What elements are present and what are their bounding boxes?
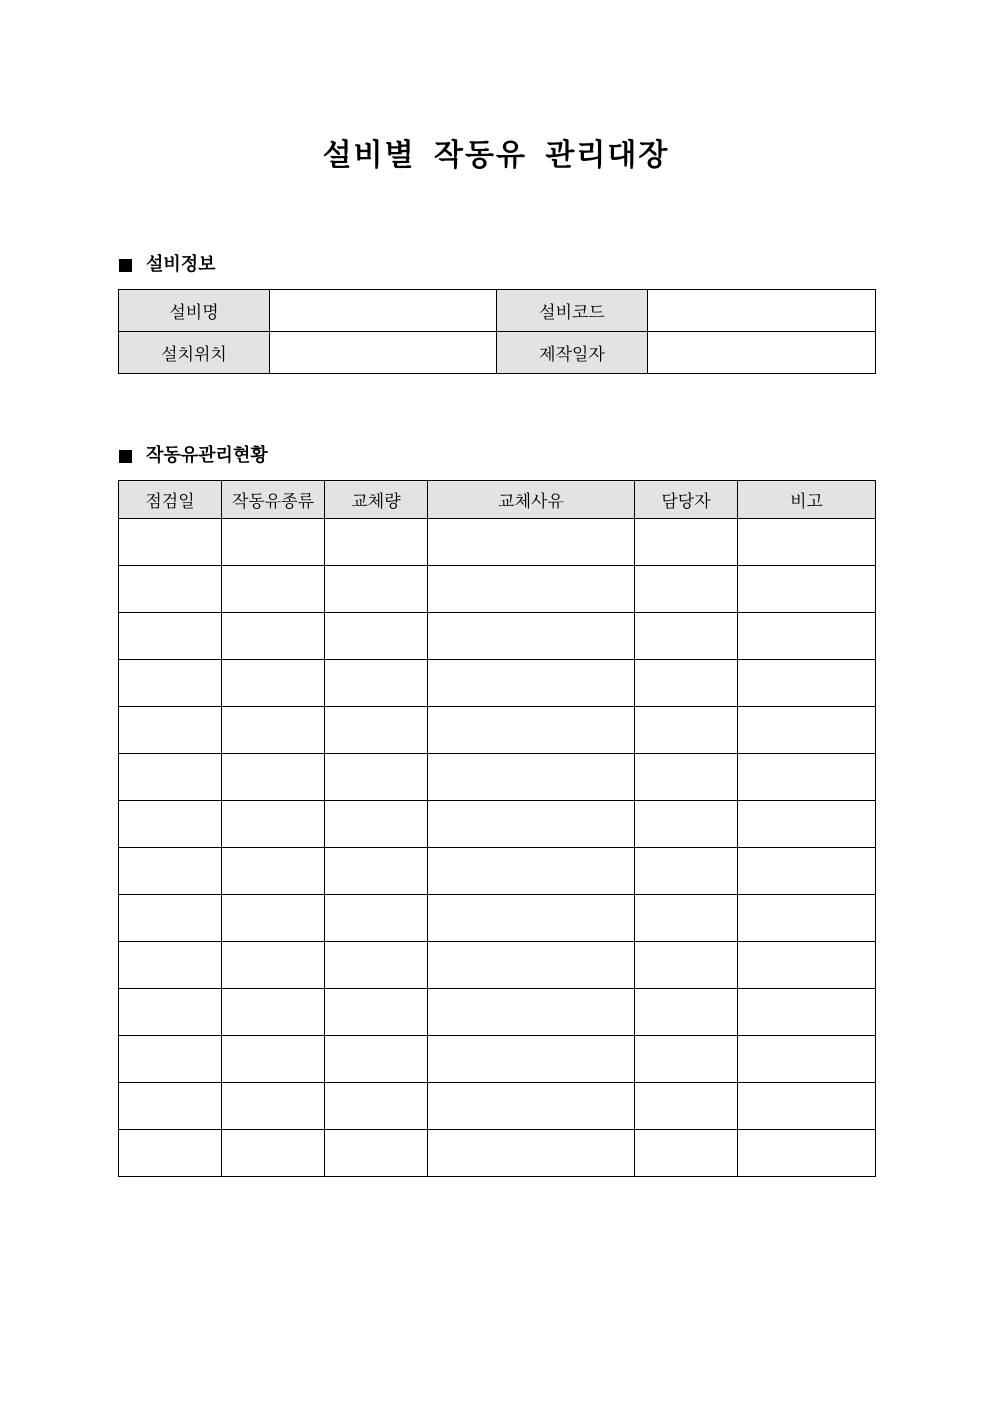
remarks-cell[interactable]: [738, 1130, 876, 1177]
table-row: [119, 1130, 876, 1177]
remarks-cell[interactable]: [738, 754, 876, 801]
remarks-cell[interactable]: [738, 848, 876, 895]
column-header-replacement-amount: 교체량: [325, 481, 428, 519]
section-heading-label: 작동유관리현황: [146, 445, 268, 466]
oil-type-cell[interactable]: [222, 1130, 325, 1177]
oil-type-cell[interactable]: [222, 1083, 325, 1130]
inspection-date-cell[interactable]: [119, 660, 222, 707]
remarks-cell[interactable]: [738, 660, 876, 707]
inspection-date-cell[interactable]: [119, 1036, 222, 1083]
replacement-amount-cell[interactable]: [325, 1083, 428, 1130]
oil-type-cell[interactable]: [222, 801, 325, 848]
remarks-cell[interactable]: [738, 519, 876, 566]
replacement-amount-cell[interactable]: [325, 519, 428, 566]
page-title: 설비별 작동유 관리대장: [322, 138, 670, 173]
replacement-amount-cell[interactable]: [325, 989, 428, 1036]
replacement-reason-cell[interactable]: [428, 519, 635, 566]
person-in-charge-cell[interactable]: [635, 1130, 738, 1177]
person-in-charge-cell[interactable]: [635, 801, 738, 848]
table-row: [119, 613, 876, 660]
replacement-amount-cell[interactable]: [325, 707, 428, 754]
equipment-info-table: [118, 289, 876, 374]
section-heading-equipment-info: [119, 253, 216, 277]
remarks-cell[interactable]: [738, 613, 876, 660]
manufacture-date-label: 제작일자: [497, 332, 648, 374]
inspection-date-cell[interactable]: [119, 942, 222, 989]
section-heading-oil-management: [119, 444, 268, 468]
oil-type-cell[interactable]: [222, 895, 325, 942]
remarks-cell[interactable]: [738, 895, 876, 942]
inspection-date-cell[interactable]: [119, 519, 222, 566]
replacement-amount-cell[interactable]: [325, 895, 428, 942]
person-in-charge-cell[interactable]: [635, 566, 738, 613]
oil-type-cell[interactable]: [222, 848, 325, 895]
person-in-charge-cell[interactable]: [635, 519, 738, 566]
oil-type-cell[interactable]: [222, 989, 325, 1036]
replacement-amount-cell[interactable]: [325, 1130, 428, 1177]
oil-type-cell[interactable]: [222, 519, 325, 566]
replacement-amount-cell[interactable]: [325, 613, 428, 660]
equipment-name-label: 설비명: [119, 290, 270, 332]
inspection-date-cell[interactable]: [119, 707, 222, 754]
inspection-date-cell[interactable]: [119, 1130, 222, 1177]
inspection-date-cell[interactable]: [119, 989, 222, 1036]
column-header-inspection-date: 점검일: [119, 481, 222, 519]
replacement-amount-cell[interactable]: [325, 1036, 428, 1083]
replacement-amount-cell[interactable]: [325, 660, 428, 707]
table-header-row: [119, 481, 876, 519]
table-row: [119, 848, 876, 895]
inspection-date-cell[interactable]: [119, 754, 222, 801]
oil-type-cell[interactable]: [222, 660, 325, 707]
replacement-reason-cell[interactable]: [428, 566, 635, 613]
table-row: [119, 566, 876, 613]
table-row: [119, 1083, 876, 1130]
inspection-date-cell[interactable]: [119, 566, 222, 613]
person-in-charge-cell[interactable]: [635, 613, 738, 660]
oil-table-body: [119, 519, 876, 1177]
person-in-charge-cell[interactable]: [635, 707, 738, 754]
replacement-reason-cell[interactable]: [428, 1036, 635, 1083]
person-in-charge-cell[interactable]: [635, 989, 738, 1036]
table-row: [119, 332, 876, 374]
table-row: [119, 989, 876, 1036]
oil-type-cell[interactable]: [222, 942, 325, 989]
manufacture-date-field[interactable]: [648, 332, 876, 374]
replacement-amount-cell[interactable]: [325, 754, 428, 801]
person-in-charge-cell[interactable]: [635, 1036, 738, 1083]
column-header-replacement-reason: 교체사유: [428, 481, 635, 519]
equipment-code-field[interactable]: [648, 290, 876, 332]
column-header-person-in-charge: 담당자: [635, 481, 738, 519]
remarks-cell[interactable]: [738, 707, 876, 754]
replacement-reason-cell[interactable]: [428, 848, 635, 895]
oil-type-cell[interactable]: [222, 1036, 325, 1083]
column-header-remarks: 비고: [738, 481, 876, 519]
table-row: [119, 1036, 876, 1083]
remarks-cell[interactable]: [738, 566, 876, 613]
replacement-reason-cell[interactable]: [428, 801, 635, 848]
replacement-reason-cell[interactable]: [428, 895, 635, 942]
person-in-charge-cell[interactable]: [635, 848, 738, 895]
remarks-cell[interactable]: [738, 1083, 876, 1130]
inspection-date-cell[interactable]: [119, 1083, 222, 1130]
square-bullet-icon: [119, 450, 132, 463]
replacement-reason-cell[interactable]: [428, 989, 635, 1036]
oil-type-cell[interactable]: [222, 707, 325, 754]
table-row: [119, 801, 876, 848]
equipment-name-field[interactable]: [270, 290, 497, 332]
equipment-code-label: 설비코드: [497, 290, 648, 332]
replacement-amount-cell[interactable]: [325, 801, 428, 848]
inspection-date-cell[interactable]: [119, 895, 222, 942]
section-heading-label: 설비정보: [146, 254, 216, 275]
table-row: [119, 707, 876, 754]
replacement-reason-cell[interactable]: [428, 1083, 635, 1130]
replacement-amount-cell[interactable]: [325, 566, 428, 613]
replacement-reason-cell[interactable]: [428, 754, 635, 801]
table-row: [119, 519, 876, 566]
oil-type-cell[interactable]: [222, 566, 325, 613]
person-in-charge-cell[interactable]: [635, 660, 738, 707]
remarks-cell[interactable]: [738, 989, 876, 1036]
inspection-date-cell[interactable]: [119, 801, 222, 848]
replacement-amount-cell[interactable]: [325, 942, 428, 989]
replacement-amount-cell[interactable]: [325, 848, 428, 895]
column-header-oil-type: 작동유종류: [222, 481, 325, 519]
inspection-date-cell[interactable]: [119, 613, 222, 660]
person-in-charge-cell[interactable]: [635, 942, 738, 989]
person-in-charge-cell[interactable]: [635, 754, 738, 801]
replacement-reason-cell[interactable]: [428, 707, 635, 754]
inspection-date-cell[interactable]: [119, 848, 222, 895]
person-in-charge-cell[interactable]: [635, 1083, 738, 1130]
person-in-charge-cell[interactable]: [635, 895, 738, 942]
oil-type-cell[interactable]: [222, 613, 325, 660]
remarks-cell[interactable]: [738, 1036, 876, 1083]
install-location-label: 설치위치: [119, 332, 270, 374]
table-row: [119, 660, 876, 707]
replacement-reason-cell[interactable]: [428, 660, 635, 707]
install-location-field[interactable]: [270, 332, 497, 374]
table-row: [119, 942, 876, 989]
table-row: [119, 895, 876, 942]
replacement-reason-cell[interactable]: [428, 613, 635, 660]
replacement-reason-cell[interactable]: [428, 942, 635, 989]
table-row: [119, 290, 876, 332]
oil-type-cell[interactable]: [222, 754, 325, 801]
table-row: [119, 754, 876, 801]
replacement-reason-cell[interactable]: [428, 1130, 635, 1177]
oil-management-table: [118, 480, 876, 1177]
square-bullet-icon: [119, 259, 132, 272]
remarks-cell[interactable]: [738, 801, 876, 848]
remarks-cell[interactable]: [738, 942, 876, 989]
